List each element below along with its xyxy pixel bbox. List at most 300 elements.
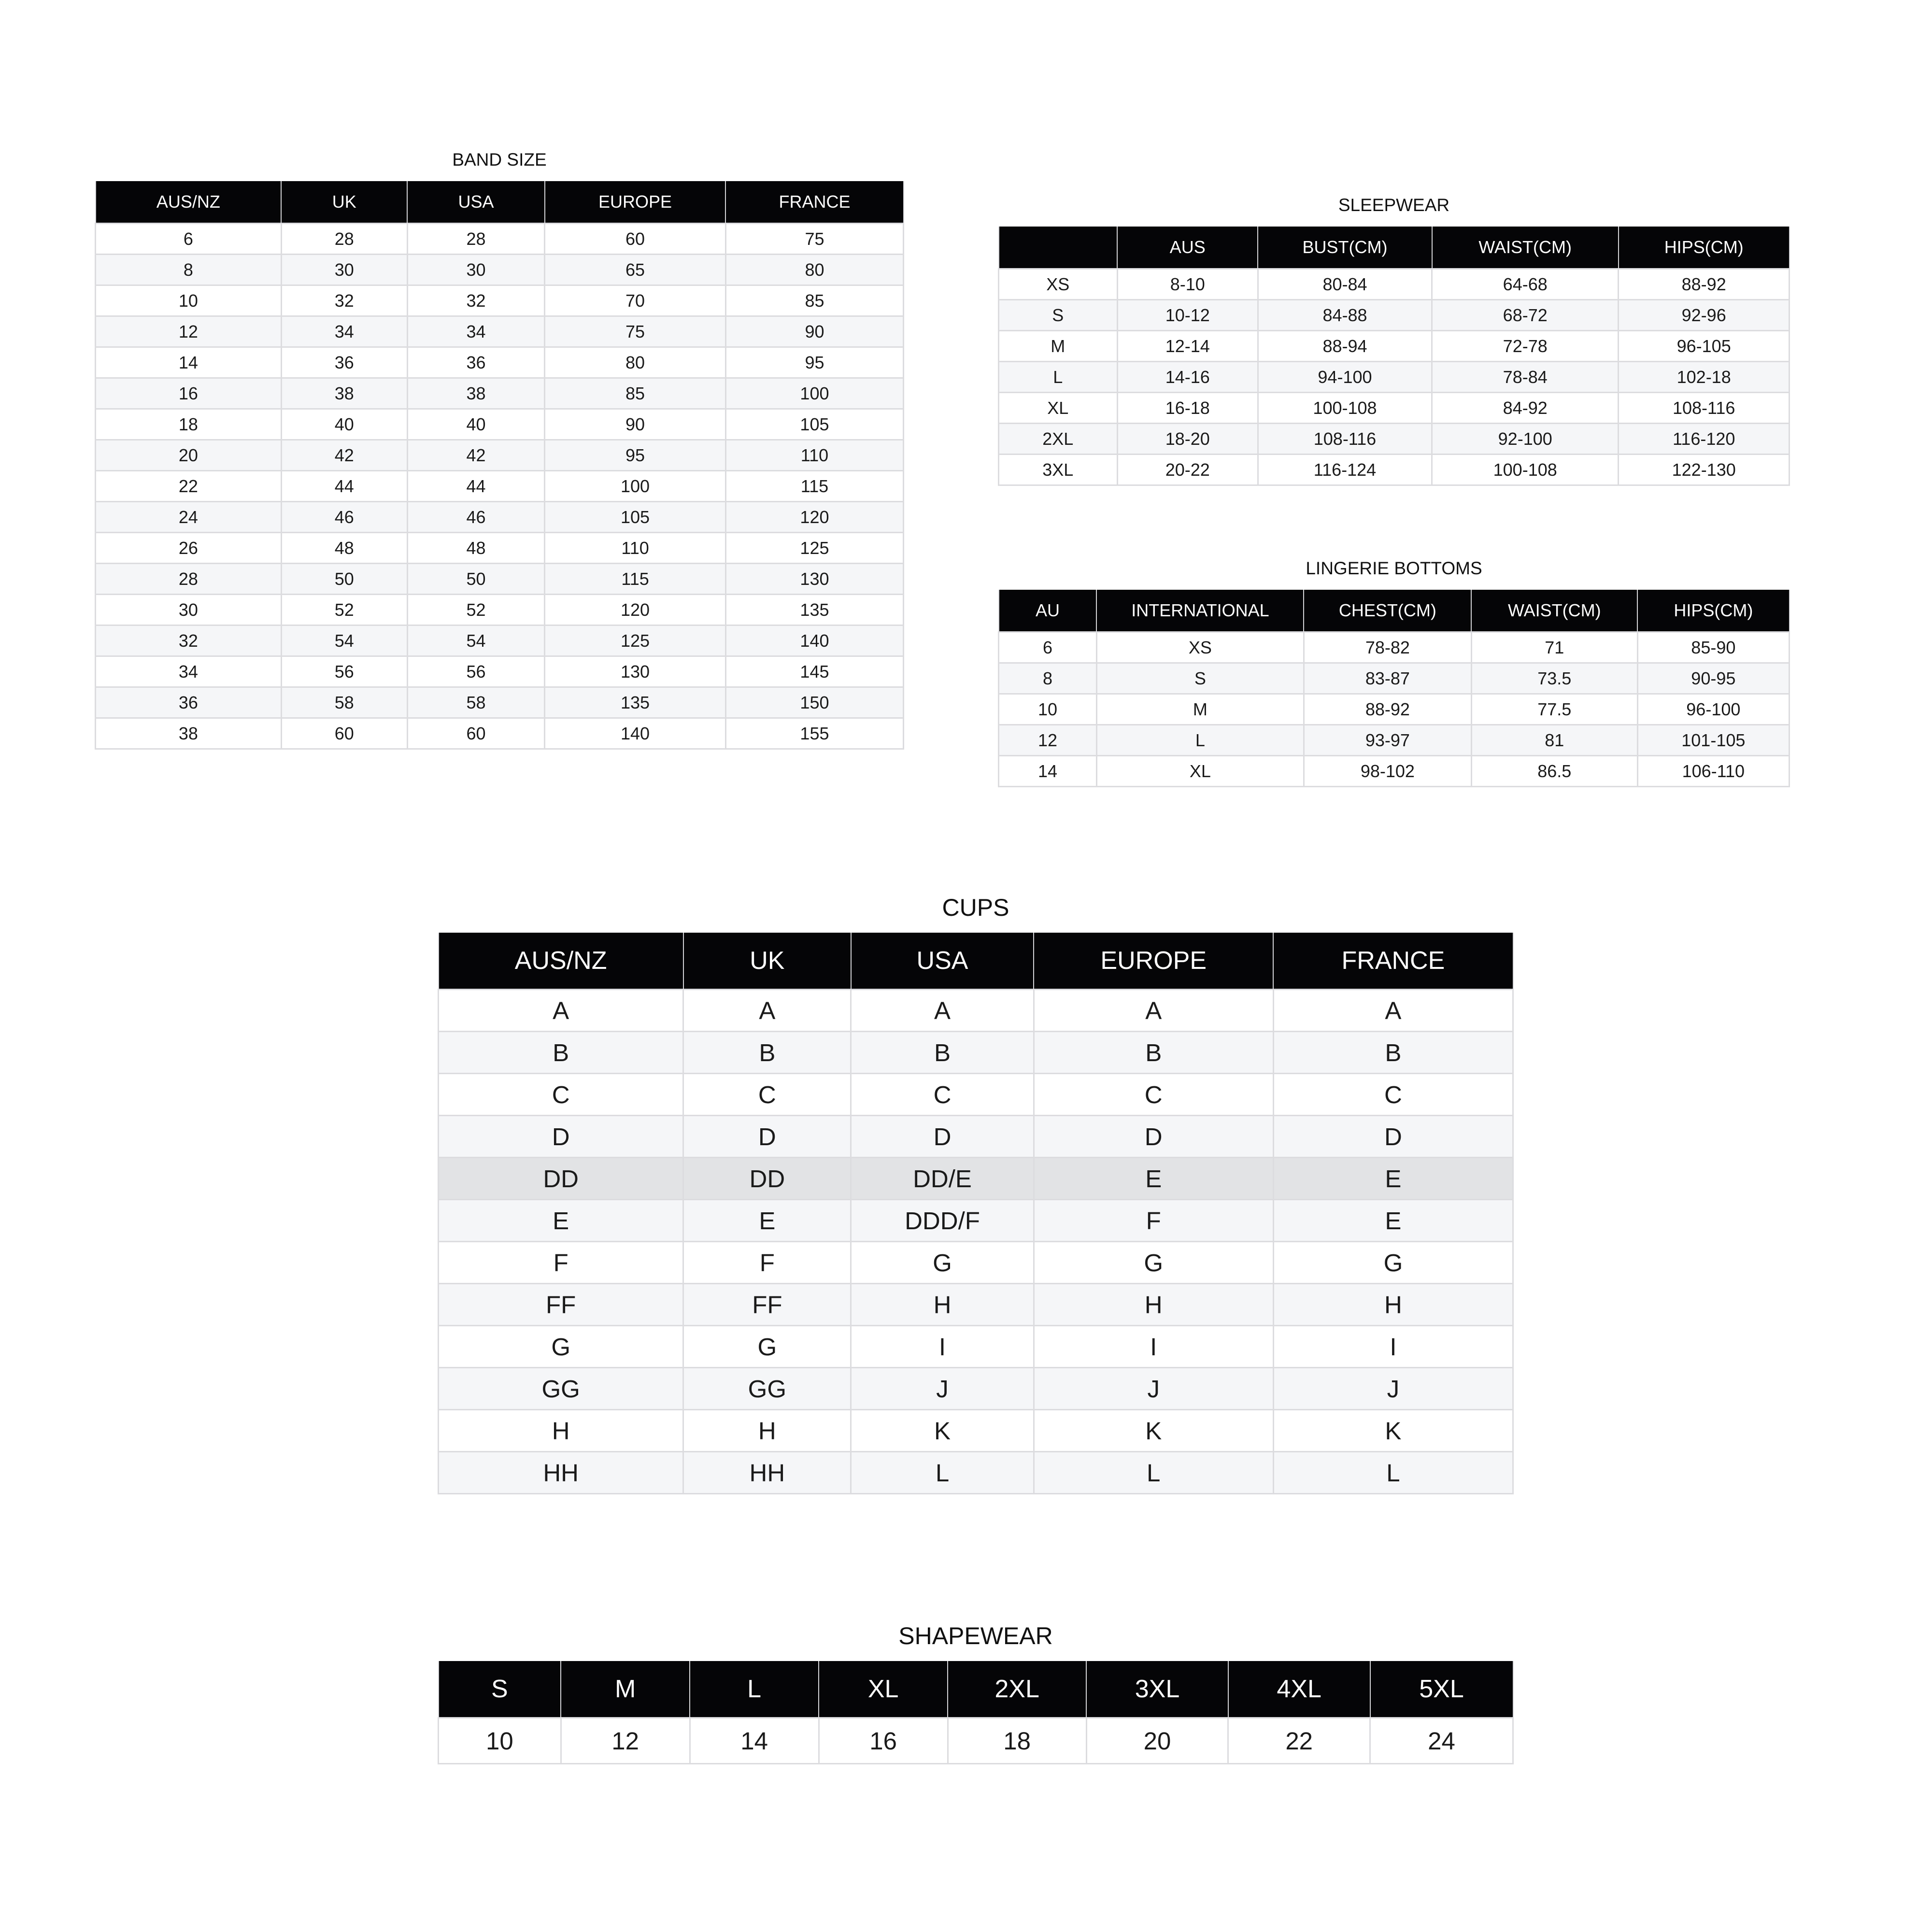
table-cell: 155 [725, 718, 903, 749]
table-cell: M [1096, 694, 1304, 725]
table-cell: 88-92 [1304, 694, 1471, 725]
table-cell: D [1034, 1116, 1273, 1158]
table-cell: 40 [281, 409, 407, 440]
table-cell: 58 [407, 687, 544, 718]
column-header: USA [851, 933, 1034, 990]
table-row [999, 663, 1790, 694]
table-cell: HH [683, 1452, 851, 1494]
table-cell: 12 [561, 1718, 690, 1764]
column-header: AUS/NZ [439, 933, 683, 990]
table-cell: GG [439, 1368, 683, 1410]
table-cell: 42 [281, 440, 407, 471]
table-cell: 2XL [999, 424, 1118, 455]
table-cell: 116-124 [1258, 455, 1432, 485]
table-row [96, 718, 904, 749]
table-cell: 125 [545, 625, 726, 656]
table-cell: 80 [725, 255, 903, 285]
table-row [96, 378, 904, 409]
table-cell: A [1273, 990, 1513, 1032]
column-header: 5XL [1370, 1661, 1513, 1718]
column-header: BUST(CM) [1258, 227, 1432, 269]
table-cell: L [851, 1452, 1034, 1494]
column-header: XL [819, 1661, 948, 1718]
column-header: CHEST(CM) [1304, 590, 1471, 632]
table-cell: 93-97 [1304, 725, 1471, 756]
table-cell: E [1273, 1158, 1513, 1200]
table-row [999, 694, 1790, 725]
table-cell: 75 [545, 316, 726, 347]
band-size-title: BAND SIZE [452, 150, 547, 170]
table-cell: 30 [96, 595, 282, 625]
table-cell: 34 [407, 316, 544, 347]
table-cell: E [439, 1200, 683, 1242]
column-header: FRANCE [725, 181, 903, 224]
table-cell: 34 [96, 656, 282, 687]
table-cell: 135 [545, 687, 726, 718]
table-cell: 90-95 [1637, 663, 1789, 694]
table-cell: 95 [725, 347, 903, 378]
table-row [96, 471, 904, 502]
table-cell: 135 [725, 595, 903, 625]
table-cell: D [683, 1116, 851, 1158]
table-row [96, 255, 904, 285]
table-cell: D [439, 1116, 683, 1158]
table-cell: C [1273, 1074, 1513, 1116]
table-cell: 84-92 [1432, 393, 1619, 424]
table-cell: 88-92 [1619, 269, 1790, 300]
column-header: AU [999, 590, 1097, 632]
table-cell: 54 [407, 625, 544, 656]
table-cell: H [439, 1410, 683, 1452]
table-row [999, 300, 1790, 331]
table-cell: 14-16 [1117, 362, 1258, 393]
table-cell: 100 [545, 471, 726, 502]
table-row [96, 347, 904, 378]
table-cell: 108-116 [1258, 424, 1432, 455]
table-cell: HH [439, 1452, 683, 1494]
table-cell: 116-120 [1619, 424, 1790, 455]
table-cell: 60 [407, 718, 544, 749]
table-cell: 60 [281, 718, 407, 749]
table-cell: 38 [407, 378, 544, 409]
table-cell: E [1273, 1200, 1513, 1242]
table-cell: B [851, 1032, 1034, 1074]
table-row [999, 393, 1790, 424]
table-cell: 120 [545, 595, 726, 625]
table-cell: M [999, 331, 1118, 362]
table-cell: F [439, 1242, 683, 1284]
table-row [439, 1284, 1513, 1326]
table-cell: 100 [725, 378, 903, 409]
cups-table [438, 933, 1514, 1494]
table-cell: H [683, 1410, 851, 1452]
table-cell: 22 [1228, 1718, 1370, 1764]
table-cell: G [683, 1326, 851, 1368]
table-cell: S [1096, 663, 1304, 694]
table-cell: 96-105 [1619, 331, 1790, 362]
table-cell: 150 [725, 687, 903, 718]
sleepwear-table [998, 227, 1790, 486]
column-header: EUROPE [1034, 933, 1273, 990]
table-cell: 96-100 [1637, 694, 1789, 725]
table-cell: DD [683, 1158, 851, 1200]
table-cell: A [1034, 990, 1273, 1032]
table-cell: 48 [407, 533, 544, 564]
lingerie-bottoms-table [998, 590, 1790, 787]
column-header: INTERNATIONAL [1096, 590, 1304, 632]
table-row [439, 1410, 1513, 1452]
table-cell: 90 [545, 409, 726, 440]
table-cell: B [683, 1032, 851, 1074]
table-cell: 12 [999, 725, 1097, 756]
table-cell: 14 [999, 756, 1097, 787]
table-cell: 44 [281, 471, 407, 502]
table-row [999, 632, 1790, 663]
table-cell: 64-68 [1432, 269, 1619, 300]
table-cell: 75 [725, 224, 903, 255]
table-cell: 12 [96, 316, 282, 347]
column-header: S [439, 1661, 561, 1718]
lingerie-bottoms-title: LINGERIE BOTTOMS [1306, 558, 1482, 578]
table-cell: XL [999, 393, 1118, 424]
table-cell: B [439, 1032, 683, 1074]
table-cell: 10 [439, 1718, 561, 1764]
table-cell: 72-78 [1432, 331, 1619, 362]
table-cell: G [1034, 1242, 1273, 1284]
table-cell: 100-108 [1258, 393, 1432, 424]
table-row [96, 224, 904, 255]
column-header: AUS [1117, 227, 1258, 269]
column-header [999, 227, 1118, 269]
table-cell: 90 [725, 316, 903, 347]
band-size-section [95, 148, 904, 750]
table-cell: 78-84 [1432, 362, 1619, 393]
table-cell: 18 [948, 1718, 1086, 1764]
table-cell: 28 [281, 224, 407, 255]
table-cell: J [851, 1368, 1034, 1410]
table-cell: 65 [545, 255, 726, 285]
table-cell: 20 [1086, 1718, 1228, 1764]
table-row [439, 1452, 1513, 1494]
table-cell: K [851, 1410, 1034, 1452]
table-cell: 80-84 [1258, 269, 1432, 300]
table-cell: 110 [545, 533, 726, 564]
table-cell: 44 [407, 471, 544, 502]
table-cell: 10 [96, 285, 282, 316]
header-row [439, 933, 1513, 990]
table-cell: D [851, 1116, 1034, 1158]
table-cell: 145 [725, 656, 903, 687]
table-row [96, 440, 904, 471]
table-cell: 36 [407, 347, 544, 378]
table-cell: 52 [407, 595, 544, 625]
table-cell: 102-18 [1619, 362, 1790, 393]
header-row [439, 1661, 1513, 1718]
table-cell: 92-96 [1619, 300, 1790, 331]
table-row [96, 533, 904, 564]
column-header: WAIST(CM) [1432, 227, 1619, 269]
table-cell: 58 [281, 687, 407, 718]
table-row [96, 656, 904, 687]
shapewear-section [438, 1620, 1514, 1764]
table-cell: 26 [96, 533, 282, 564]
table-cell: 36 [281, 347, 407, 378]
table-row [96, 625, 904, 656]
table-cell: 115 [725, 471, 903, 502]
column-header: FRANCE [1273, 933, 1513, 990]
table-row [999, 455, 1790, 485]
table-cell: 22 [96, 471, 282, 502]
table-row [439, 1718, 1513, 1764]
table-cell: C [683, 1074, 851, 1116]
table-row [96, 285, 904, 316]
table-cell: 38 [96, 718, 282, 749]
table-cell: 46 [407, 502, 544, 533]
table-cell: I [851, 1326, 1034, 1368]
table-cell: 140 [545, 718, 726, 749]
table-cell: L [999, 362, 1118, 393]
header-row [999, 590, 1790, 632]
table-cell: 52 [281, 595, 407, 625]
table-cell: 40 [407, 409, 544, 440]
table-cell: 88-94 [1258, 331, 1432, 362]
header-row [96, 181, 904, 224]
table-cell: 8-10 [1117, 269, 1258, 300]
table-cell: 130 [545, 656, 726, 687]
sleepwear-section [998, 193, 1790, 486]
table-cell: 98-102 [1304, 756, 1471, 787]
table-cell: 77.5 [1471, 694, 1637, 725]
cups-section [438, 892, 1514, 1494]
column-header: 4XL [1228, 1661, 1370, 1718]
table-row [439, 1326, 1513, 1368]
table-cell: 6 [999, 632, 1097, 663]
table-cell: G [439, 1326, 683, 1368]
table-cell: 92-100 [1432, 424, 1619, 455]
table-row [999, 331, 1790, 362]
column-header: EUROPE [545, 181, 726, 224]
column-header: AUS/NZ [96, 181, 282, 224]
table-cell: 6 [96, 224, 282, 255]
column-header: HIPS(CM) [1637, 590, 1789, 632]
table-cell: 125 [725, 533, 903, 564]
table-row [999, 725, 1790, 756]
table-cell: 14 [96, 347, 282, 378]
table-cell: 108-116 [1619, 393, 1790, 424]
table-cell: FF [683, 1284, 851, 1326]
table-row [96, 502, 904, 533]
table-cell: 70 [545, 285, 726, 316]
band-size-table [95, 181, 904, 750]
table-cell: B [1273, 1032, 1513, 1074]
table-row [439, 1032, 1513, 1074]
table-row [96, 316, 904, 347]
table-cell: 18 [96, 409, 282, 440]
table-cell: 84-88 [1258, 300, 1432, 331]
table-cell: XS [999, 269, 1118, 300]
column-header: UK [281, 181, 407, 224]
table-cell: 122-130 [1619, 455, 1790, 485]
table-cell: L [1034, 1452, 1273, 1494]
table-cell: 24 [96, 502, 282, 533]
table-cell: 85 [545, 378, 726, 409]
table-cell: G [851, 1242, 1034, 1284]
table-cell: C [439, 1074, 683, 1116]
table-cell: K [1034, 1410, 1273, 1452]
table-cell: DD [439, 1158, 683, 1200]
table-row [96, 409, 904, 440]
table-cell: 20-22 [1117, 455, 1258, 485]
table-cell: H [1034, 1284, 1273, 1326]
table-cell: 120 [725, 502, 903, 533]
table-cell: F [1034, 1200, 1273, 1242]
table-cell: 46 [281, 502, 407, 533]
table-cell: 105 [545, 502, 726, 533]
table-cell: 115 [545, 564, 726, 595]
table-cell: 60 [545, 224, 726, 255]
table-cell: 16 [96, 378, 282, 409]
table-cell: 83-87 [1304, 663, 1471, 694]
table-row [439, 1158, 1513, 1200]
table-row [999, 756, 1790, 787]
column-header: HIPS(CM) [1619, 227, 1790, 269]
table-cell: H [1273, 1284, 1513, 1326]
table-cell: 100-108 [1432, 455, 1619, 485]
table-cell: 36 [96, 687, 282, 718]
table-row [439, 1116, 1513, 1158]
table-cell: 54 [281, 625, 407, 656]
table-row [439, 1200, 1513, 1242]
table-cell: 34 [281, 316, 407, 347]
column-header: UK [683, 933, 851, 990]
table-cell: 71 [1471, 632, 1637, 663]
table-cell: 56 [407, 656, 544, 687]
table-cell: 85-90 [1637, 632, 1789, 663]
table-cell: S [999, 300, 1118, 331]
table-cell: GG [683, 1368, 851, 1410]
table-cell: J [1273, 1368, 1513, 1410]
column-header: 3XL [1086, 1661, 1228, 1718]
column-header: M [561, 1661, 690, 1718]
table-cell: 28 [407, 224, 544, 255]
table-cell: 85 [725, 285, 903, 316]
table-cell: XS [1096, 632, 1304, 663]
table-cell: 18-20 [1117, 424, 1258, 455]
table-cell: DDD/F [851, 1200, 1034, 1242]
table-cell: 32 [281, 285, 407, 316]
table-row [439, 1242, 1513, 1284]
column-header: 2XL [948, 1661, 1086, 1718]
table-cell: F [683, 1242, 851, 1284]
table-cell: G [1273, 1242, 1513, 1284]
table-cell: C [1034, 1074, 1273, 1116]
table-cell: 14 [690, 1718, 819, 1764]
table-cell: 106-110 [1637, 756, 1789, 787]
table-row [999, 362, 1790, 393]
table-cell: E [683, 1200, 851, 1242]
table-row [999, 424, 1790, 455]
table-cell: 10-12 [1117, 300, 1258, 331]
table-cell: 8 [999, 663, 1097, 694]
table-cell: 8 [96, 255, 282, 285]
column-header: USA [407, 181, 544, 224]
table-cell: 12-14 [1117, 331, 1258, 362]
table-cell: 94-100 [1258, 362, 1432, 393]
table-cell: 10 [999, 694, 1097, 725]
table-cell: 110 [725, 440, 903, 471]
table-cell: 30 [281, 255, 407, 285]
table-row [999, 269, 1790, 300]
table-row [439, 1074, 1513, 1116]
header-row [999, 227, 1790, 269]
table-cell: J [1034, 1368, 1273, 1410]
table-row [96, 687, 904, 718]
table-cell: 28 [96, 564, 282, 595]
table-cell: A [439, 990, 683, 1032]
table-cell: 20 [96, 440, 282, 471]
table-cell: 24 [1370, 1718, 1513, 1764]
shapewear-table [438, 1661, 1514, 1764]
table-cell: A [683, 990, 851, 1032]
table-cell: 105 [725, 409, 903, 440]
table-cell: 32 [407, 285, 544, 316]
table-cell: 78-82 [1304, 632, 1471, 663]
table-cell: FF [439, 1284, 683, 1326]
table-cell: 50 [281, 564, 407, 595]
table-cell: 48 [281, 533, 407, 564]
table-cell: 50 [407, 564, 544, 595]
table-cell: 16 [819, 1718, 948, 1764]
table-row [96, 595, 904, 625]
shapewear-title: SHAPEWEAR [898, 1622, 1053, 1649]
table-cell: 68-72 [1432, 300, 1619, 331]
table-cell: 30 [407, 255, 544, 285]
table-cell: E [1034, 1158, 1273, 1200]
table-cell: L [1096, 725, 1304, 756]
lingerie-bottoms-section [998, 556, 1790, 787]
table-cell: C [851, 1074, 1034, 1116]
cups-title: CUPS [942, 894, 1009, 921]
table-cell: 101-105 [1637, 725, 1789, 756]
table-row [96, 564, 904, 595]
table-cell: 130 [725, 564, 903, 595]
table-row [439, 1368, 1513, 1410]
column-header: L [690, 1661, 819, 1718]
sleepwear-title: SLEEPWEAR [1338, 195, 1450, 215]
table-cell: 38 [281, 378, 407, 409]
table-cell: A [851, 990, 1034, 1032]
table-cell: 16-18 [1117, 393, 1258, 424]
table-cell: 140 [725, 625, 903, 656]
table-cell: DD/E [851, 1158, 1034, 1200]
table-cell: XL [1096, 756, 1304, 787]
table-cell: B [1034, 1032, 1273, 1074]
table-cell: 80 [545, 347, 726, 378]
table-cell: D [1273, 1116, 1513, 1158]
table-row [439, 990, 1513, 1032]
table-cell: 32 [96, 625, 282, 656]
table-cell: L [1273, 1452, 1513, 1494]
table-cell: 95 [545, 440, 726, 471]
table-cell: H [851, 1284, 1034, 1326]
table-cell: 86.5 [1471, 756, 1637, 787]
table-cell: 56 [281, 656, 407, 687]
table-cell: 42 [407, 440, 544, 471]
table-cell: I [1034, 1326, 1273, 1368]
table-cell: K [1273, 1410, 1513, 1452]
table-cell: 3XL [999, 455, 1118, 485]
column-header: WAIST(CM) [1471, 590, 1637, 632]
